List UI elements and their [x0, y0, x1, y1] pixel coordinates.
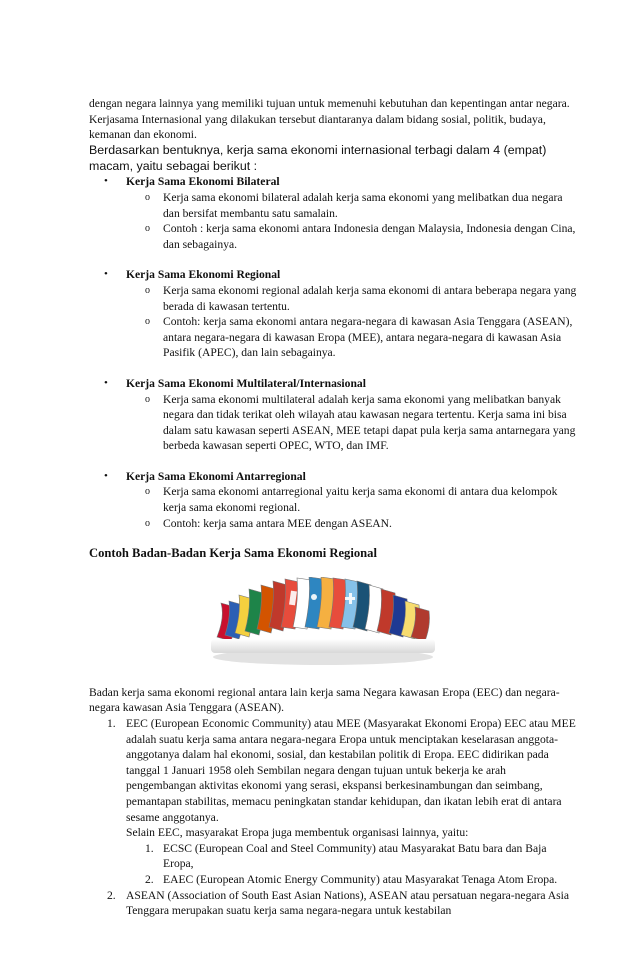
org-eec	[89, 716, 577, 888]
bullet-icon: •	[104, 469, 108, 482]
type-title: Kerja Sama Ekonomi Multilateral/Internasional	[126, 376, 366, 390]
document-page	[89, 96, 577, 919]
type-bilateral	[89, 174, 577, 252]
bullet-icon: •	[104, 376, 108, 389]
type-item	[126, 484, 577, 515]
org-asean	[89, 888, 577, 919]
type-multilateral	[89, 376, 577, 454]
type-item-text: Contoh: kerja sama antara MEE dengan ASEAN.	[163, 516, 392, 530]
circle-bullet-icon: o	[145, 316, 150, 328]
bullet-icon: •	[104, 268, 108, 281]
circle-bullet-icon: o	[145, 486, 150, 498]
circle-bullet-icon: o	[145, 393, 150, 405]
intro-paragraph-1: dengan negara lainnya yang memiliki tujuan untuk memenuhi kebutuhan dan kepentingan antar negara.	[89, 97, 570, 110]
type-item-text: Kerja sama ekonomi regional adalah kerja sama ekonomi di antara beberapa negara yang berada di kawasan tertentu.	[163, 283, 577, 313]
type-items	[126, 190, 577, 252]
org-description: ASEAN (Association of South East Asian Nations), ASEAN atau persatuan negara-negara Asia Tenggara merupakan suatu kerja sama negara-negara untuk kestabilan	[126, 888, 570, 918]
sub-org-text: ECSC (European Coal and Steel Community) atau Masyarakat Batu bara dan Baja Eropa,	[163, 841, 547, 871]
type-antarregional	[89, 469, 577, 531]
list-number: 1.	[145, 841, 154, 855]
type-items	[126, 484, 577, 531]
type-item-text: Kerja sama ekonomi bilateral adalah kerja sama ekonomi yang melibatkan dua negara dan bersifat membantu satu samalain.	[163, 190, 563, 220]
list-number: 1.	[107, 717, 116, 731]
section-heading: Contoh Badan-Badan Kerja Sama Ekonomi Regional	[89, 546, 377, 561]
world-flags-image	[205, 577, 441, 665]
type-title: Kerja Sama Ekonomi Bilateral	[126, 175, 280, 189]
type-title: Kerja Sama Ekonomi Regional	[126, 268, 281, 282]
type-item-text: Kerja sama ekonomi multilateral adalah kerja sama ekonomi yang melibatkan banyak negara dan tidak terikat oleh wilayah atau kawasan negara tertentu. Kerja sama ini bisa dalam satu kawasan seperti ASEAN, MEE tetapi dapat pula kerja sama antarnegara yang berbeda kawasan seperti OPEC, WTO, dan IMF.	[163, 392, 576, 453]
circle-bullet-icon: o	[145, 223, 150, 235]
type-item	[126, 392, 577, 454]
type-item-text: Contoh : kerja sama ekonomi antara Indonesia dengan Malaysia, Indonesia dengan Cina, dan sebagainya.	[163, 222, 576, 251]
type-item	[126, 516, 577, 532]
type-item	[126, 314, 577, 361]
intro-paragraph-3: Berdasarkan bentuknya, kerja sama ekonomi internasional terbagi dalam 4 (empat) macam, yaitu sebagai berikut :	[89, 142, 547, 173]
org-description: EEC (European Economic Community) atau MEE (Masyarakat Ekonomi Eropa) EEC atau MEE adalah suatu kerja sama antara negara-negara Eropa untuk menciptakan keselarasan anggota-anggotanya dalam hal ekonomi, sosial, dan kestabilan politik di Eropa. EEC didirikan pada tanggal 1 Januari 1958 oleh Sembilan negara dengan tujuan untuk bekerja ke arah pengembangan aktivitas ekonomi yang serasi, ekspansi berkesinambungan dan seimbang, pemantapan stabilitas, memacu peningkatan standar kehidupan, dan ikatan lebih erat di antara sesame anggotanya.	[126, 717, 576, 824]
bullet-icon: •	[104, 175, 108, 188]
circle-bullet-icon: o	[145, 191, 150, 203]
organizations-list	[89, 716, 577, 919]
circle-bullet-icon: o	[145, 284, 150, 296]
type-items	[126, 283, 577, 361]
sub-org-eaec	[126, 872, 577, 888]
type-item	[126, 190, 577, 221]
sub-org-ecsc	[126, 841, 577, 872]
flags-icon	[205, 577, 441, 665]
eec-sub-organizations	[126, 841, 577, 888]
type-item-text: Contoh: kerja sama ekonomi antara negara-negara di kawasan Asia Tenggara (ASEAN), antara negara-negara di kawasan Eropa (MEE), antara negara-negara di kawasan Asia Pasifik (APEC), dan lain sebagainya.	[163, 315, 573, 360]
circle-bullet-icon: o	[145, 517, 150, 529]
body-intro: Badan kerja sama ekonomi regional antara lain kerja sama Negara kawasan Eropa (EEC) dan negara-negara kawasan Asia Tenggara (ASEAN).	[89, 685, 560, 715]
type-regional	[89, 267, 577, 361]
intro-paragraph-2: Kerjasama Internasional yang dilakukan tersebut diantaranya dalam bidang sosial, politik, budaya, kemanan dan ekonomi.	[89, 112, 546, 142]
list-number: 2.	[145, 872, 154, 886]
cooperation-types-list	[89, 174, 577, 531]
type-item-text: Kerja sama ekonomi antarregional yaitu kerja sama ekonomi di antara dua kelompok kerja sama ekonomi regional.	[163, 485, 558, 515]
type-title: Kerja Sama Ekonomi Antarregional	[126, 469, 306, 483]
sub-org-text: EAEC (European Atomic Energy Community) atau Masyarakat Tenaga Atom Eropa.	[163, 872, 558, 886]
type-items	[126, 392, 577, 454]
org-extra: Selain EEC, masyarakat Eropa juga membentuk organisasi lainnya, yaitu:	[126, 826, 469, 840]
list-number: 2.	[107, 888, 116, 902]
type-item	[126, 283, 577, 314]
type-item	[126, 221, 577, 252]
